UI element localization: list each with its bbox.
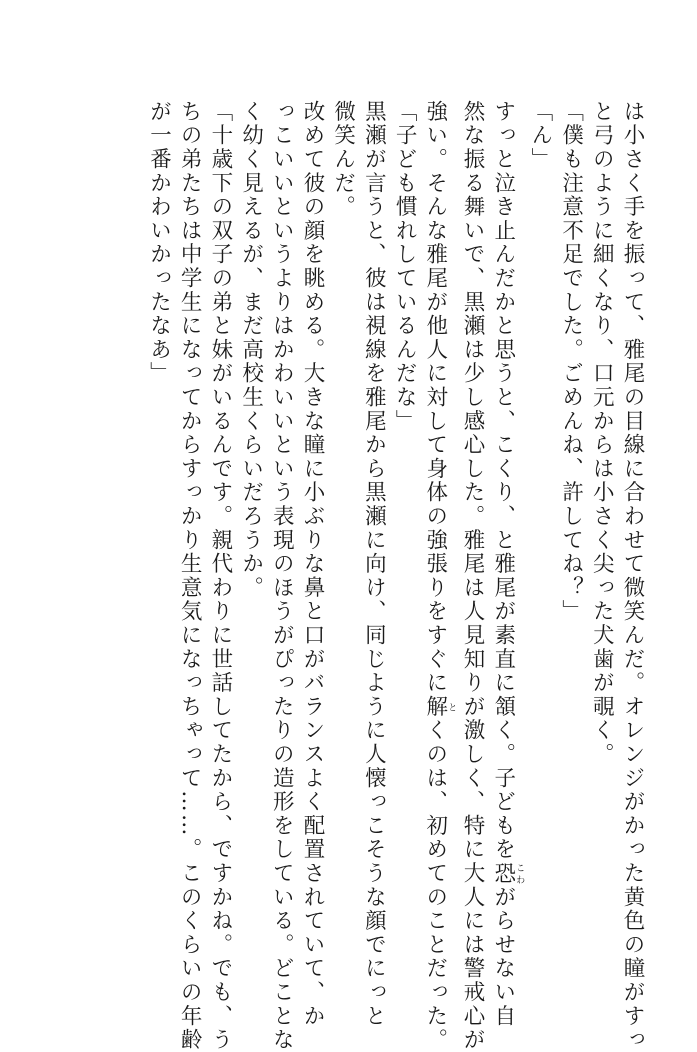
ruby-kowa — [490, 861, 525, 886]
text-line: 「子ども慣れしているんだな」 — [392, 100, 418, 434]
text-line: 然な振る舞いで、黒瀬は少し感心した。雅尾は人見知りが激しく、特に大人には警戒心が — [459, 100, 485, 1052]
ruby-base: 解 — [422, 695, 448, 719]
text-segment: すっと泣き止んだかと思うと、こくり、と雅尾が素直に頷く。子どもを — [490, 100, 516, 862]
text-segment: 強い。そんな雅尾が他人に対して身体の強張りをすぐに — [422, 100, 448, 695]
text-line — [419, 100, 457, 1052]
ruby-toku — [422, 695, 457, 719]
text-line: 微笑んだ。 — [330, 100, 356, 219]
ruby-base: 恐 — [490, 861, 516, 886]
text-segment: がらせない自 — [490, 885, 516, 1029]
ruby-reading: と — [446, 695, 457, 719]
text-line: が一番かわいかったなあ」 — [146, 100, 172, 386]
text-line: 「ん」 — [527, 100, 553, 172]
text-line: は小さく手を振って、雅尾の目線に合わせて微笑んだ。オレンジがかった黄色の瞳がすっ — [620, 100, 645, 1052]
ruby-reading: こわ — [514, 861, 525, 886]
text-line: っこいいというよりはかわいいという表現のほうがぴったりの造形をしている。どことな — [269, 100, 295, 1052]
text-line: ちの弟たちは中学生になってからすっかり生意気になっちゃって……。このくらいの年齢 — [177, 100, 203, 1052]
text-line: 「僕も注意不足でした。ごめんね、許してね？」 — [558, 100, 584, 624]
text-line — [487, 100, 525, 1029]
text-line: と弓のように細くなり、口元からは小さく尖った犬歯が覗く。 — [589, 100, 615, 767]
text-line: く幼く見えるが、まだ高校生くらいだろうか。 — [238, 100, 264, 600]
vertical-text-body — [143, 100, 647, 1052]
text-line: 黒瀬が言うと、彼は視線を雅尾から黒瀬に向け、同じように人懐っこそうな顔でにっと — [361, 100, 387, 1029]
text-line: 改めて彼の顔を眺める。大きな瞳に小ぶりな鼻と口がバランスよく配置されていて、か — [299, 100, 325, 1029]
text-line: 「十歳下の双子の弟と妹がいるんです。親代わりに世話してたから、ですかね。でも、う — [207, 100, 233, 1052]
text-segment: くのは、初めてのことだった。 — [422, 718, 448, 1052]
